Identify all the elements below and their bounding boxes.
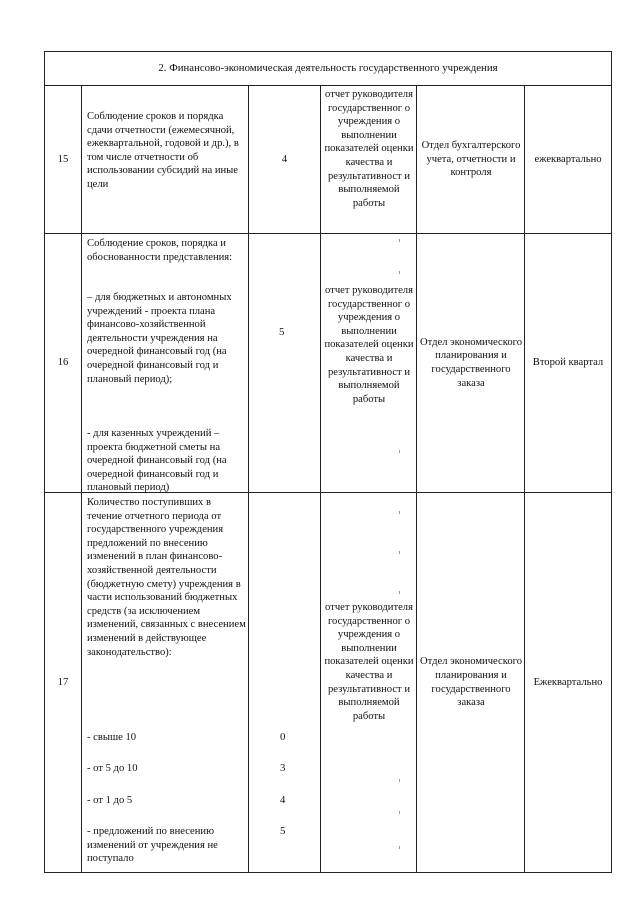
column-divider (416, 85, 417, 873)
responsible-department: Отдел экономического планирования и государственного заказа (419, 336, 523, 389)
responsible-department: Отдел экономического планирования и государственного заказа (419, 656, 523, 709)
report-form: отчет руководителя государственног о учреждения о выполнении показателей оценки качества и результативност и выполняемой работы (324, 285, 414, 405)
reporting-period: Ежеквартально (533, 676, 603, 688)
option-label: - от 1 до 5 (87, 795, 133, 806)
scan-speck (399, 511, 400, 514)
option-points: 3 (280, 762, 286, 774)
option-label: - от 5 до 10 (87, 763, 138, 774)
points-value: 4 (281, 153, 288, 165)
responsible-department: Отдел бухгалтерского учета, отчетности и контроля (421, 140, 521, 179)
scan-speck (399, 779, 400, 782)
indicator-text: Количество поступивших в течение отчетного периода от государственного учреждения предложений по внесению изменений в план финансово-хозяйственной деятельности (бюджетную смету) учреждения в части использований бюджетных средств (за исключением изменений, связанных с внесением изменений в действующее законодательство): (87, 497, 246, 658)
option-label: - предложений по внесению изменений от учреждения не поступало (87, 826, 218, 865)
row-number: 15 (57, 153, 69, 165)
table-border-right (611, 51, 612, 873)
scan-speck (399, 551, 400, 554)
reporting-period: ежеквартально (534, 153, 602, 165)
indicator-text: Соблюдение сроков, порядка и обоснованности представления: (87, 238, 233, 263)
indicators-table (44, 51, 612, 873)
column-divider (320, 85, 321, 873)
indicator-text: – для бюджетных и автономных учреждений - проекта плана финансово-хозяйственной деятельности учреждения на очередной финансовый год (на очередной финансовый год и плановый период); (87, 292, 232, 385)
indicator-text: - для казенных учреждений – проекта бюджетной сметы на очередной финансовый год (на очередной финансовый год и плановый период) (87, 428, 227, 494)
column-divider (81, 85, 82, 873)
option-points: 0 (280, 731, 286, 743)
section-title: 2. Финансово-экономическая деятельность государственного учреждения (158, 62, 498, 74)
scan-speck (399, 591, 400, 594)
table-border-bottom (44, 872, 612, 873)
scan-speck (399, 811, 400, 814)
row-number: 16 (57, 357, 69, 369)
report-form: отчет руководителя государственног о учреждения о выполнении показателей оценки качества и результативност и выполняемой работы (324, 89, 414, 209)
scan-speck (399, 846, 400, 849)
scan-speck (399, 239, 400, 242)
report-form: отчет руководителя государственног о учреждения о выполнении показателей оценки качества и результативност и выполняемой работы (324, 602, 414, 722)
indicator-text: Соблюдение сроков и порядка сдачи отчетности (ежемесячной, ежеквартальной, годовой и др.), в том числе отчетности об использовании субсидий на иные цели (87, 111, 239, 190)
scan-speck (399, 271, 400, 274)
reporting-period: Второй квартал (532, 357, 604, 369)
row-number: 17 (57, 676, 69, 688)
scan-speck (399, 450, 400, 453)
option-label: - свыше 10 (87, 732, 137, 743)
option-points: 5 (280, 825, 286, 837)
option-points: 4 (280, 794, 286, 806)
points-value: 5 (279, 326, 285, 338)
